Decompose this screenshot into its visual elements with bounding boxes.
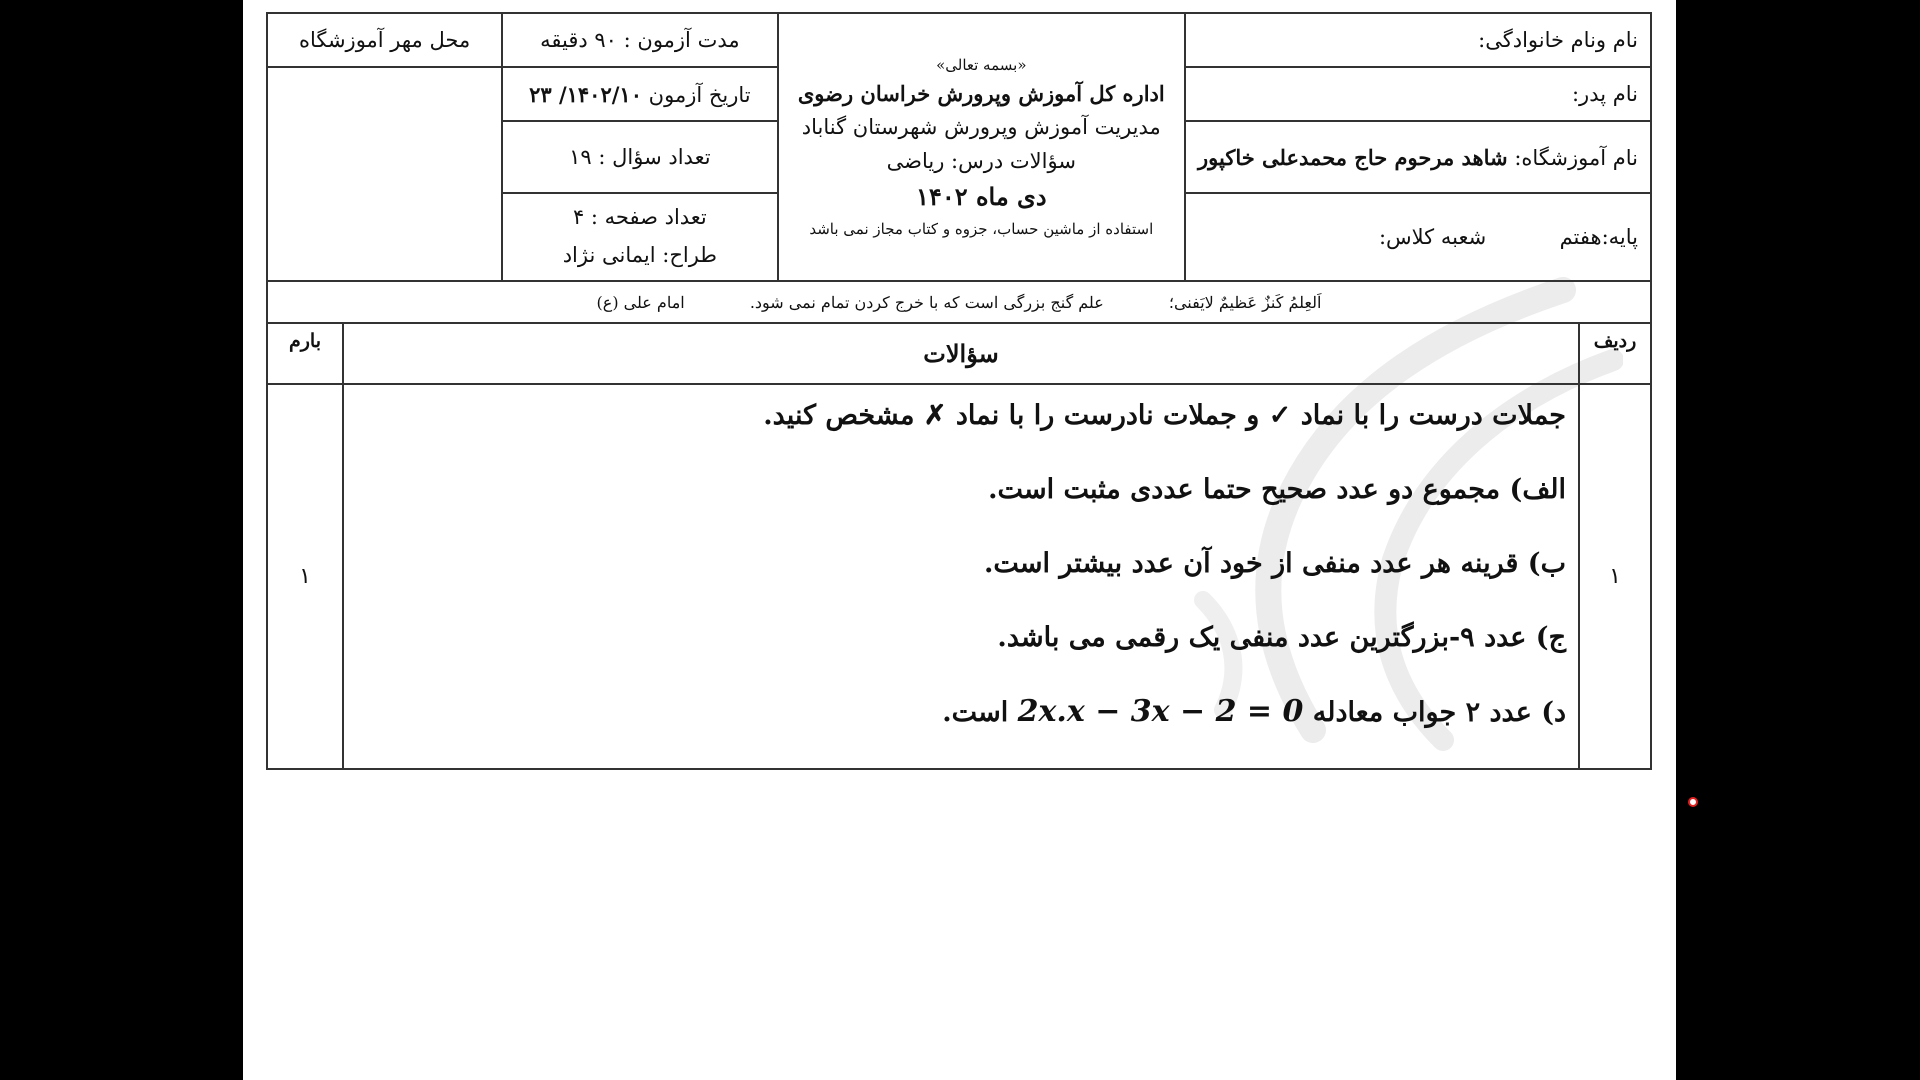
- col-questions-header: سؤالات: [343, 323, 1579, 384]
- pages-designer-cell: [502, 193, 777, 281]
- question-row: [267, 384, 1651, 769]
- question-instruction: جملات درست را با نماد ✓ و جملات نادرست را با نماد ✗ مشخص کنید.: [763, 400, 1566, 431]
- page-count: تعداد صفحه : ۴: [572, 205, 707, 230]
- date-value: ۱۴۰۲/۱۰/ ۲۳: [529, 81, 642, 107]
- family-name-label: نام ونام خانوادگی:: [1478, 28, 1638, 52]
- stamp-area: [267, 67, 502, 281]
- father-name-label: نام پدر:: [1571, 82, 1638, 106]
- questions-table: [266, 322, 1652, 770]
- col-row-header: ردیف: [1579, 323, 1651, 384]
- quote-persian: علم گنج بزرگی است که با خرج کردن تمام نمی شود.: [749, 292, 1104, 312]
- exam-rules: استفاده از ماشین حساب، جزوه و کتاب مجاز نمی باشد: [809, 219, 1154, 238]
- org-info-cell: [778, 13, 1185, 281]
- school-label: نام آموزشگاه:: [1514, 145, 1638, 170]
- item-d-suffix: است.: [942, 697, 1009, 728]
- question-item-b: ب) قرینه هر عدد منفی از خود آن عدد بیشتر است.: [983, 548, 1566, 579]
- bismillah: «بسمه تعالی»: [936, 56, 1027, 75]
- quote-arabic: اَلعِلمُ کَنزٌ عَظیمٌ لایَفنی؛: [1168, 292, 1322, 312]
- question-item-d: [344, 675, 1566, 749]
- class-label: شعبه کلاس:: [1378, 225, 1487, 249]
- subject-line: سؤالات درس: ریاضی: [886, 148, 1076, 173]
- org-line-1: اداره کل آموزش وپرورش خراسان رضوی: [797, 81, 1165, 107]
- question-count: تعداد سؤال : ۱۹: [569, 145, 711, 169]
- question-item-c: ج) عدد ۹-بزرگترین عدد منفی یک رقمی می باشد.: [997, 622, 1566, 653]
- date-label: تاریخ آزمون: [648, 82, 751, 107]
- quote-row: [267, 281, 1651, 323]
- school-name: شاهد مرحوم حاج محمدعلی خاکپور: [1198, 144, 1508, 170]
- item-d-prefix: د) عدد ۲ جواب معادله: [1312, 697, 1566, 728]
- grade-value: هفتم: [1559, 225, 1602, 249]
- pointer-cursor-icon: [1688, 797, 1698, 807]
- item-d-equation: 2x.x − 3x − 2 = 0: [1017, 694, 1304, 729]
- family-name-cell[interactable]: [1185, 13, 1651, 67]
- duration: مدت آزمون : ۹۰ دقیقه: [540, 28, 740, 52]
- grade-label: پایه:: [1601, 225, 1638, 249]
- question-count-cell: [502, 121, 777, 193]
- question-content: [343, 384, 1579, 769]
- grade-cell: [1185, 193, 1651, 281]
- exam-header: [266, 12, 1652, 324]
- father-name-cell[interactable]: [1185, 67, 1651, 121]
- stamp-label-cell: [267, 13, 502, 67]
- date-cell: [502, 67, 777, 121]
- col-score-header: بارم: [267, 323, 343, 384]
- school-cell: [1185, 121, 1651, 193]
- quote-source: امام علی (ع): [596, 292, 685, 312]
- stamp-label: محل مهر آموزشگاه: [298, 28, 471, 52]
- org-line-2: مدیریت آموزش وپرورش شهرستان گناباد: [801, 115, 1161, 139]
- duration-cell: [502, 13, 777, 67]
- question-score: ۱: [267, 384, 343, 769]
- exam-month: دی ماه ۱۴۰۲: [916, 182, 1047, 212]
- question-item-a: الف) مجموع دو عدد صحیح حتما عددی مثبت است.: [988, 474, 1566, 505]
- designer: طراح: ایمانی نژاد: [562, 243, 718, 267]
- question-number: ۱: [1579, 384, 1651, 769]
